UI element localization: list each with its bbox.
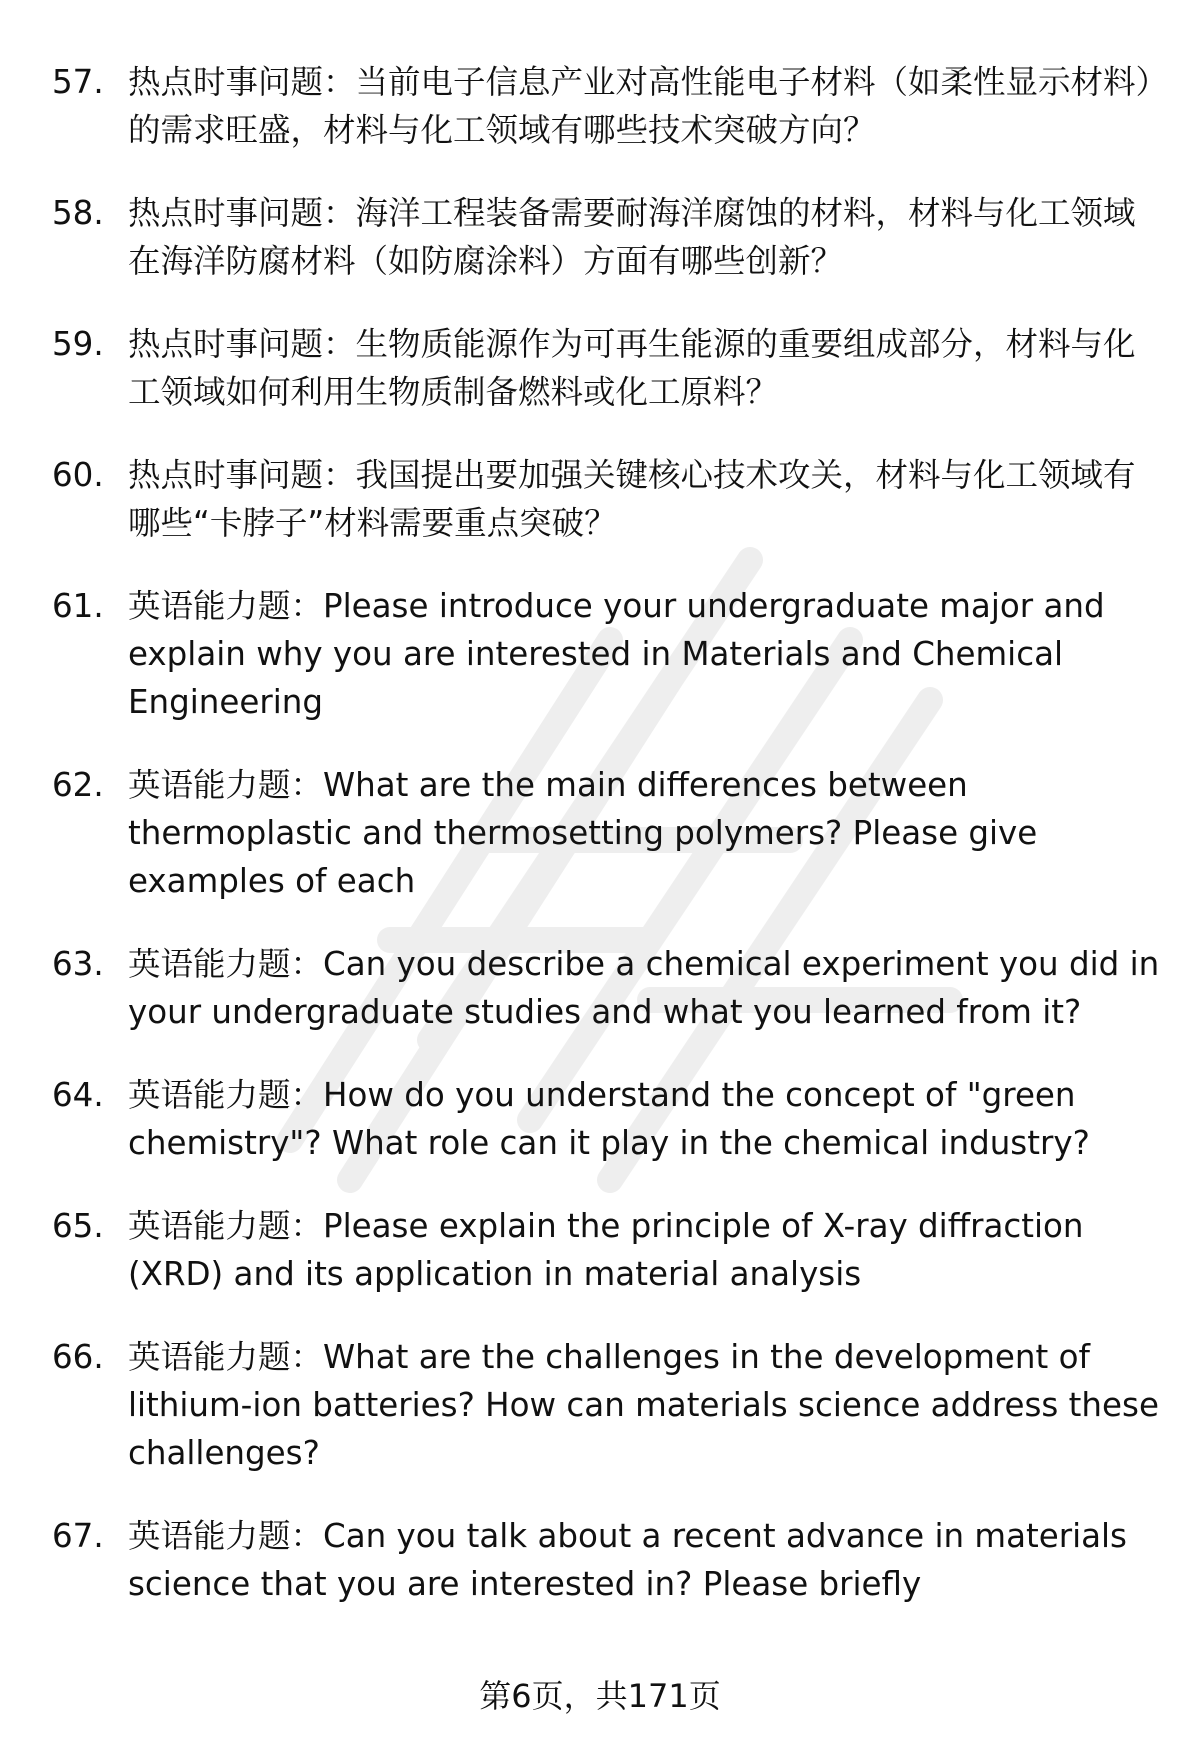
question-item [52, 451, 1162, 547]
question-item [52, 58, 1162, 154]
question-text: Please introduce your undergraduate major and explain why you are interested in Materials and Chemical Engineering [128, 587, 1105, 721]
page-footer: 第6页，共171页 [479, 1677, 721, 1715]
question-body [128, 582, 1162, 726]
question-category: 英语能力题： [128, 1207, 324, 1245]
question-number: 57. [52, 63, 104, 101]
question-text: What are the main differences between thermoplastic and thermosetting polymers? Please give examples of each [128, 766, 1038, 900]
question-text: Can you talk about a recent advance in materials science that you are interested in? Please briefly [128, 1517, 1127, 1603]
question-number: 62. [52, 766, 104, 804]
question-body [128, 940, 1162, 1036]
question-list [52, 58, 1162, 1643]
question-number: 63. [52, 945, 104, 983]
question-body [128, 58, 1162, 154]
question-body [128, 1071, 1162, 1167]
question-item [52, 1202, 1162, 1298]
question-text: 我国提出要加强关键核心技术攻关，材料与化工领域有哪些“卡脖子”材料需要重点突破？ [128, 456, 1136, 542]
question-body [128, 1512, 1162, 1608]
question-number: 64. [52, 1076, 104, 1114]
question-item [52, 1512, 1162, 1608]
question-item [52, 189, 1162, 285]
question-category: 英语能力题： [128, 766, 324, 804]
question-category: 热点时事问题： [128, 456, 356, 494]
question-category: 英语能力题： [128, 945, 324, 983]
question-text: How do you understand the concept of "green chemistry"? What role can it play in the chemical industry? [128, 1076, 1090, 1162]
question-item [52, 320, 1162, 416]
question-body [128, 451, 1162, 547]
question-number: 59. [52, 325, 104, 363]
question-item [52, 1333, 1162, 1477]
question-text: 海洋工程装备需要耐海洋腐蚀的材料，材料与化工领域在海洋防腐材料（如防腐涂料）方面有哪些创新？ [128, 194, 1136, 280]
question-category: 英语能力题： [128, 587, 324, 625]
question-item [52, 940, 1162, 1036]
question-text: Can you describe a chemical experiment you did in your undergraduate studies and what you learned from it? [128, 945, 1160, 1031]
question-number: 67. [52, 1517, 104, 1555]
question-category: 热点时事问题： [128, 325, 356, 363]
question-body [128, 320, 1162, 416]
question-category: 英语能力题： [128, 1076, 324, 1114]
question-number: 65. [52, 1207, 104, 1245]
question-item [52, 1071, 1162, 1167]
question-number: 60. [52, 456, 104, 494]
question-item [52, 582, 1162, 726]
question-item [52, 761, 1162, 905]
question-body [128, 1333, 1162, 1477]
question-body [128, 761, 1162, 905]
question-category: 热点时事问题： [128, 63, 356, 101]
question-text: 当前电子信息产业对高性能电子材料（如柔性显示材料）的需求旺盛，材料与化工领域有哪些技术突破方向？ [128, 63, 1152, 149]
question-category: 热点时事问题： [128, 194, 356, 232]
question-category: 英语能力题： [128, 1338, 324, 1376]
question-text: Please explain the principle of X-ray diffraction (XRD) and its application in material analysis [128, 1207, 1084, 1293]
question-number: 61. [52, 587, 104, 625]
question-number: 58. [52, 194, 104, 232]
question-body [128, 189, 1162, 285]
question-body [128, 1202, 1162, 1298]
question-category: 英语能力题： [128, 1517, 324, 1555]
question-number: 66. [52, 1338, 104, 1376]
question-text: 生物质能源作为可再生能源的重要组成部分，材料与化工领域如何利用生物质制备燃料或化工原料？ [128, 325, 1136, 411]
question-text: What are the challenges in the development of lithium-ion batteries? How can materials science address these challenges? [128, 1338, 1159, 1472]
